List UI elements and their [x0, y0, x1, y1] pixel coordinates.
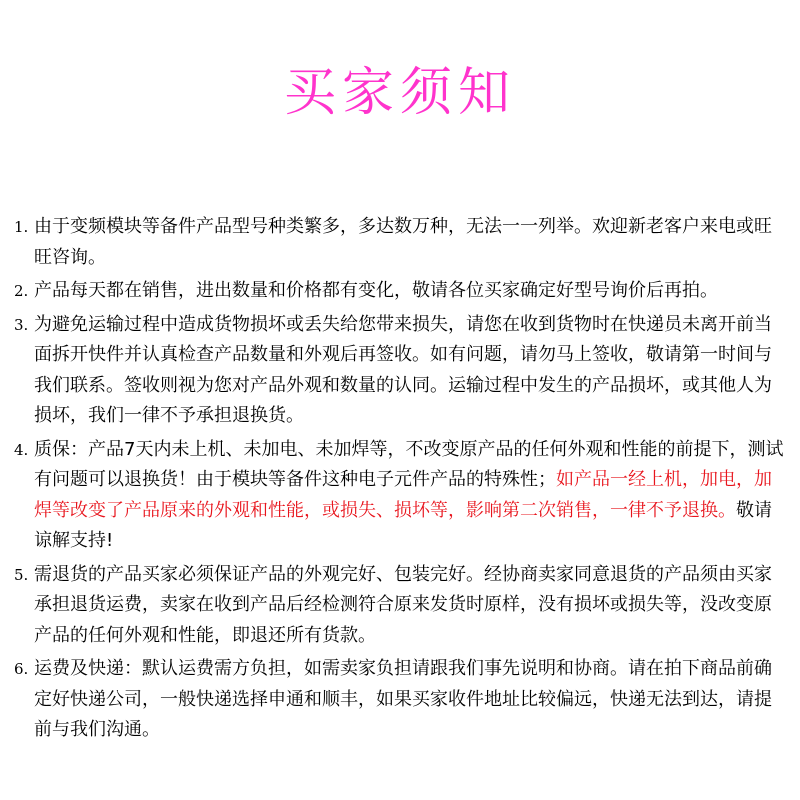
warning-text: 如产品一经上机，加电，加焊等改变了产品原来的外观和性能，或损失、损坏等，影响第二次销售，一律不予退换。: [34, 469, 772, 521]
notice-number: 1.: [14, 218, 29, 236]
notice-text-end: 敬请谅解支持!: [34, 499, 772, 551]
notice-text: 需退货的产品买家必须保证产品的外观完好、包装完好。经协商卖家同意退货的产品须由买家承担退货运费，卖家在收到产品后经检测符合原来发货时原样，没有损坏或损失等，没改变原产品的任何外观和性能，即退还所有货款。: [34, 563, 772, 646]
notice-item-2: [14, 276, 786, 307]
notice-number: 5.: [14, 565, 29, 584]
notice-list: [14, 212, 786, 749]
notice-number: 2.: [14, 282, 29, 300]
notice-text: 运费及快递：默认运费需方负担，如需卖家负担请跟我们事先说明和协商。请在拍下商品前确定好快递公司，一般快递选择申通和顺丰，如果买家收件地址比较偏远，快递无法到达，请提前与我们沟通。: [34, 658, 772, 740]
notice-item-4: [14, 435, 786, 557]
notice-text: 由于变频模块等备件产品型号种类繁多，多达数万种，无法一一列举。欢迎新老客户来电或旺旺咨询。: [34, 216, 772, 268]
notice-item-6: [14, 654, 786, 746]
notice-text: 质保：产品7天内未上机、未加电、未加焊等，不改变原产品的任何外观和性能的前提下，测试有问题可以退换货！由于模块等备件这种电子元件产品的特殊性；: [34, 438, 784, 490]
notice-text: 产品每天都在销售，进出数量和价格都有变化，敬请各位买家确定好型号询价后再拍。: [34, 280, 718, 301]
notice-item-3: [14, 310, 786, 432]
notice-item-1: [14, 212, 786, 273]
notice-item-5: [14, 560, 786, 652]
notice-text: 为避免运输过程中造成货物损坏或丢失给您带来损失，请您在收到货物时在快递员未离开前当面拆开快件并认真检查产品数量和外观后再签收。如有问题，请勿马上签收，敬请第一时间与我们联系。签收则视为您对产品外观和数量的认同。运输过程中发生的产品损坏，或其他人为损坏，我们一律不予承担退换货。: [34, 313, 772, 426]
page-title: 买家须知: [283, 63, 516, 123]
notice-number: 3.: [14, 315, 29, 334]
notice-number: 6.: [14, 660, 29, 678]
notice-number: 4.: [14, 440, 29, 459]
